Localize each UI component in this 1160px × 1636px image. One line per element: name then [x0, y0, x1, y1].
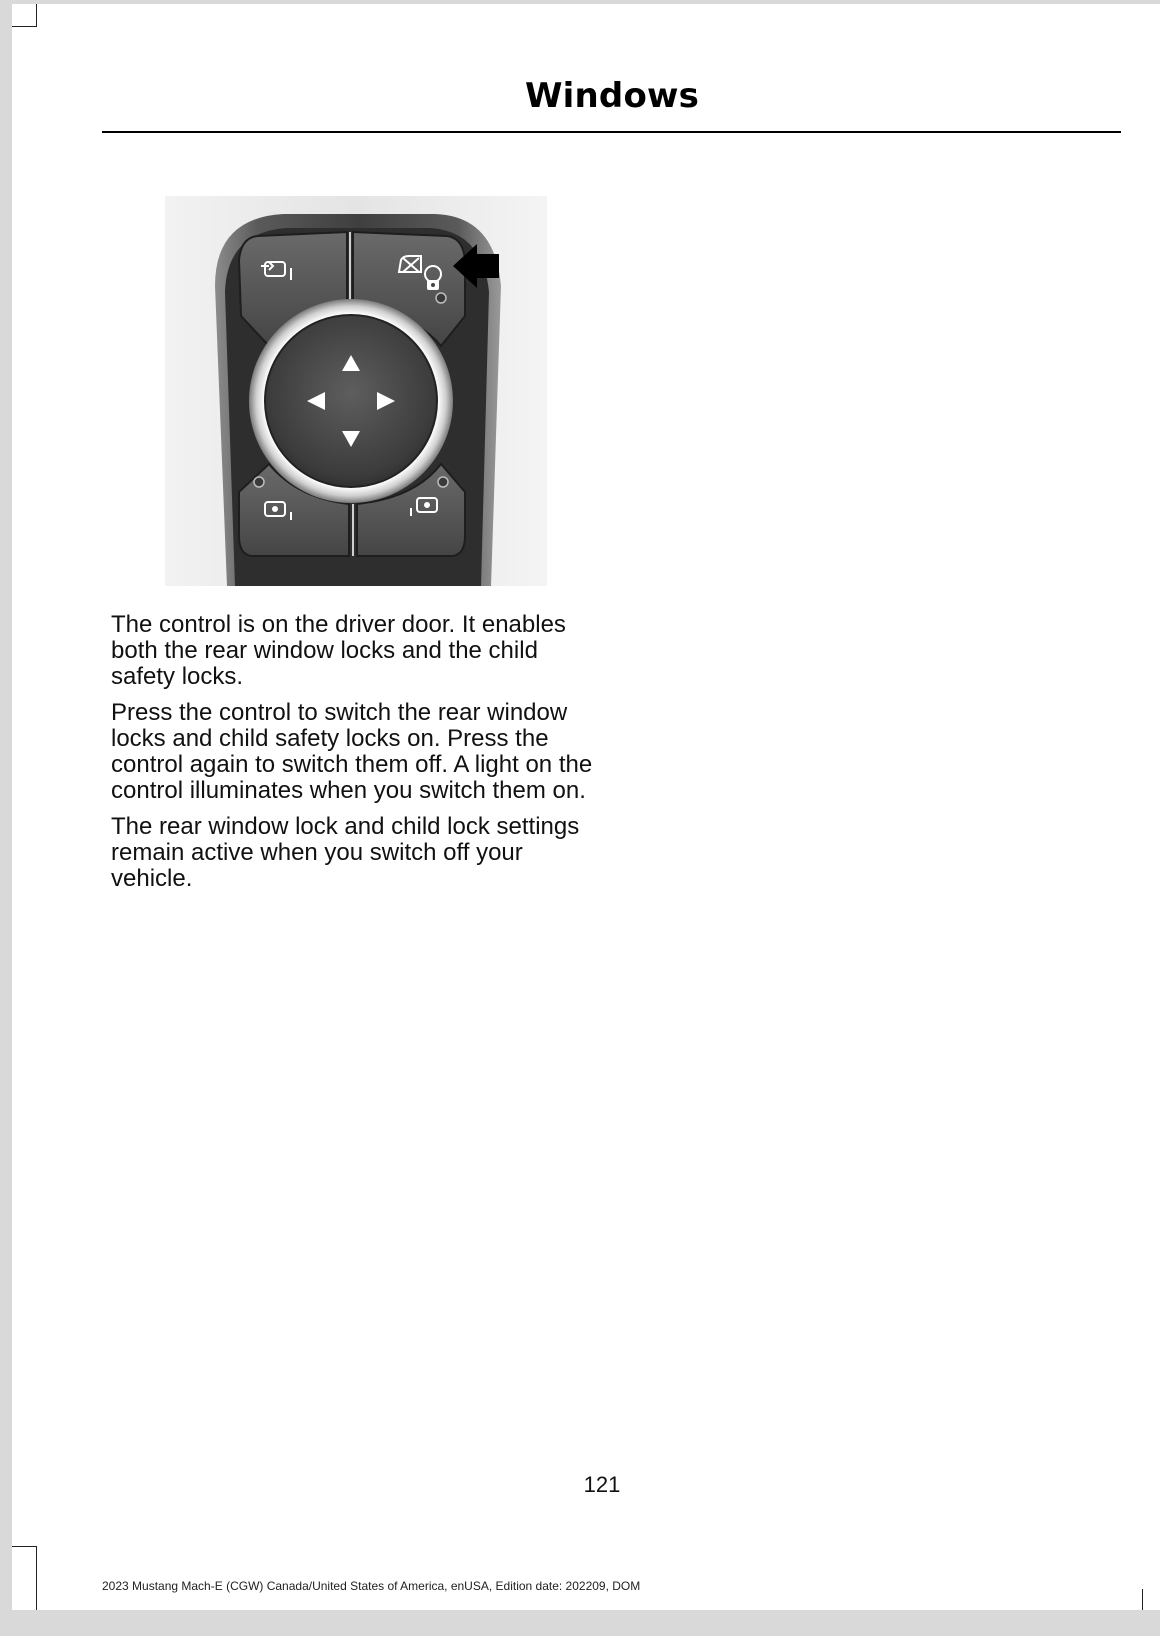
paragraph-1: The control is on the driver door. It enables both the rear window locks and the child safety locks.: [111, 611, 566, 690]
manual-page: [12, 4, 1160, 1610]
title-rule: [102, 131, 1121, 133]
indicator-light-bottom-left: [254, 477, 264, 487]
crop-mark-bottom-left: [12, 1546, 36, 1547]
body-text: [111, 612, 601, 902]
page-number: 121: [583, 1472, 621, 1497]
crop-mark-bottom-right-v: [1142, 1589, 1143, 1610]
edition-footer: 2023 Mustang Mach-E (CGW) Canada/United States of America, enUSA, Edition date: 202209, DOM: [102, 1579, 641, 1593]
indicator-light-bottom-right: [438, 477, 448, 487]
page-title: Windows: [524, 76, 700, 116]
indicator-light-top-right: [436, 293, 446, 303]
paragraph-3: The rear window lock and child lock settings remain active when you switch off your vehicle.: [111, 813, 580, 892]
crop-mark-bottom-left-v: [36, 1546, 37, 1610]
crop-mark-top-left-v: [36, 4, 37, 27]
paragraph-2: Press the control to switch the rear window locks and child safety locks on. Press the control again to switch them off. A light on the control illuminates when you switch them on.: [111, 699, 593, 804]
crop-mark-top-left: [12, 26, 36, 27]
door-control-illustration: [165, 196, 547, 586]
